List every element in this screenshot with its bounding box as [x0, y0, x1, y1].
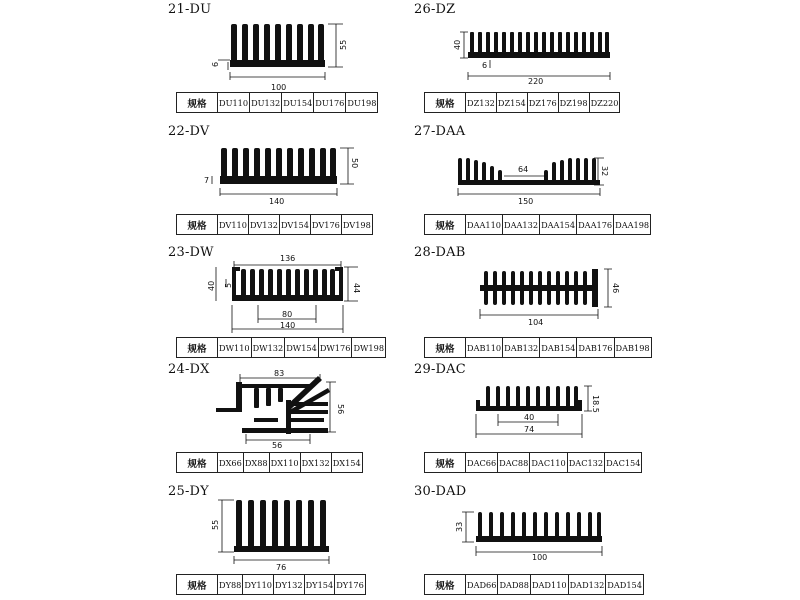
panel-title: 29-DAC	[414, 362, 466, 377]
model-cell: DW176	[318, 338, 352, 358]
model-cell: DZ154	[496, 93, 527, 113]
model-cell: DU198	[346, 93, 378, 113]
panel-25-dy	[168, 484, 428, 596]
spec-label: 规格	[177, 215, 218, 235]
heatsink-profile	[232, 267, 343, 301]
dim-bottom: 56	[272, 441, 283, 450]
spec-table	[176, 92, 378, 113]
panel-title: 23-DW	[168, 245, 214, 260]
model-cell: DV154	[279, 215, 310, 235]
profile-drawing-dac	[414, 362, 674, 454]
spec-label: 规格	[425, 215, 466, 235]
heatsink-profile	[476, 512, 602, 542]
profile-drawing-dx	[168, 362, 428, 454]
panel-28-dab	[414, 245, 674, 357]
heatsink-profile	[480, 269, 598, 307]
model-cell: DW110	[218, 338, 252, 358]
dim-height: 40	[453, 39, 462, 50]
profile-drawing-dad	[414, 484, 674, 576]
heatsink-profile	[468, 32, 610, 58]
model-cell: DAD66	[466, 575, 498, 595]
dim-left-inner: 5	[224, 282, 233, 288]
dim-gap: 64	[518, 165, 529, 174]
model-cell: DX154	[331, 453, 362, 473]
panel-title: 27-DAA	[414, 124, 466, 139]
model-cell: DW198	[352, 338, 386, 358]
spec-label: 规格	[425, 453, 466, 473]
model-cell: DAA110	[466, 215, 503, 235]
dim-width: 100	[271, 83, 287, 92]
panel-22-dv	[168, 124, 428, 236]
model-cell: DZ176	[527, 93, 558, 113]
profile-drawing-dy	[168, 484, 428, 576]
spec-table	[424, 574, 644, 595]
panel-title: 25-DY	[168, 484, 209, 499]
model-cell: DW154	[285, 338, 319, 358]
panel-title: 26-DZ	[414, 2, 456, 17]
panel-21-du	[168, 2, 428, 114]
dim-base: 7	[204, 176, 210, 185]
panel-24-dx	[168, 362, 428, 474]
dim-width: 76	[276, 563, 287, 572]
profile-drawing-dz	[414, 2, 674, 94]
model-cell: DV198	[341, 215, 372, 235]
model-cell: DAA132	[503, 215, 540, 235]
panel-23-dw	[168, 245, 428, 357]
spec-label: 规格	[425, 93, 466, 113]
model-cell: DU110	[218, 93, 250, 113]
model-cell: DAA198	[614, 215, 651, 235]
profile-drawing-daa	[414, 124, 674, 216]
spec-label: 规格	[177, 93, 218, 113]
model-cell: DAD154	[606, 575, 644, 595]
model-cell: DX132	[300, 453, 331, 473]
panel-30-dad	[414, 484, 674, 596]
model-cell: DAC66	[466, 453, 498, 473]
spec-table	[424, 214, 651, 235]
spec-table	[176, 337, 386, 358]
model-cell: DAC110	[530, 453, 567, 473]
heatsink-profile	[458, 158, 600, 185]
spec-table	[176, 214, 373, 235]
dim-width: 140	[280, 321, 296, 330]
profile-drawing-du	[168, 2, 428, 94]
panel-29-dac	[414, 362, 674, 474]
heatsink-profile	[216, 376, 330, 434]
dim-base: 6	[482, 61, 488, 70]
heatsink-profile	[476, 386, 582, 411]
panel-27-daa	[414, 124, 674, 236]
dim-height: 46	[611, 283, 620, 294]
model-cell: DY176	[335, 575, 366, 595]
dim-height: 56	[336, 404, 345, 415]
model-cell: DX88	[243, 453, 269, 473]
profile-drawing-dv	[168, 124, 428, 216]
dim-height: 55	[339, 39, 348, 50]
spec-table	[176, 574, 366, 595]
dim-top: 136	[280, 254, 296, 263]
spec-label: 规格	[177, 575, 218, 595]
model-cell: DY88	[218, 575, 243, 595]
model-cell: DAC88	[498, 453, 530, 473]
panel-title: 22-DV	[168, 124, 210, 139]
panel-title: 24-DX	[168, 362, 210, 377]
model-cell: DX110	[269, 453, 300, 473]
heatsink-profile	[234, 500, 329, 552]
model-cell: DAB132	[503, 338, 540, 358]
model-cell: DZ220	[589, 93, 620, 113]
model-cell: DY110	[243, 575, 274, 595]
model-cell: DAB110	[466, 338, 503, 358]
panel-title: 30-DAD	[414, 484, 467, 499]
model-cell: DAA154	[540, 215, 577, 235]
model-cell: DU154	[282, 93, 314, 113]
model-cell: DAD132	[568, 575, 606, 595]
spec-table	[176, 452, 363, 473]
spec-table	[424, 452, 642, 473]
spec-label: 规格	[425, 575, 466, 595]
spec-table	[424, 92, 620, 113]
model-cell: DX66	[218, 453, 244, 473]
dim-top: 83	[274, 369, 285, 378]
model-cell: DAC132	[567, 453, 604, 473]
profile-drawing-dw	[168, 245, 428, 337]
dim-base: 6	[211, 61, 220, 67]
model-cell: DAB176	[577, 338, 614, 358]
model-cell: DV176	[310, 215, 341, 235]
model-cell: DAD110	[530, 575, 568, 595]
spec-label: 规格	[177, 338, 218, 358]
dim-width: 140	[269, 197, 285, 206]
model-cell: DY154	[304, 575, 335, 595]
dim-width: 100	[532, 553, 548, 562]
model-cell: DAC154	[605, 453, 642, 473]
dim-inner: 40	[524, 413, 535, 422]
model-cell: DZ198	[558, 93, 589, 113]
model-cell: DV132	[248, 215, 279, 235]
profile-drawing-dab	[414, 245, 674, 337]
spec-table	[424, 337, 652, 358]
model-cell: DAB154	[540, 338, 577, 358]
dim-width: 220	[528, 77, 544, 86]
dim-right: 44	[352, 283, 361, 294]
model-cell: DAB198	[614, 338, 651, 358]
dim-width: 104	[528, 318, 544, 327]
dim-height: 55	[211, 519, 220, 530]
model-cell: DU176	[314, 93, 346, 113]
heatsink-profile	[220, 148, 337, 184]
model-cell: DZ132	[466, 93, 497, 113]
model-cell: DU132	[250, 93, 282, 113]
dim-height: 33	[455, 521, 464, 532]
model-cell: DW132	[251, 338, 285, 358]
model-cell: DY132	[274, 575, 305, 595]
model-cell: DAA176	[577, 215, 614, 235]
dim-height: 18.5	[591, 395, 600, 413]
spec-label: 规格	[177, 453, 218, 473]
spec-label: 规格	[425, 338, 466, 358]
dim-left-outer: 40	[207, 280, 216, 291]
dim-width: 150	[518, 197, 534, 206]
panel-title: 28-DAB	[414, 245, 466, 260]
dim-height: 32	[600, 166, 609, 177]
heatsink-profile	[230, 24, 325, 67]
dim-inner: 80	[282, 310, 293, 319]
dim-height: 50	[350, 158, 359, 169]
model-cell: DV110	[218, 215, 249, 235]
model-cell: DAD88	[498, 575, 530, 595]
dim-width: 74	[524, 425, 535, 434]
panel-26-dz	[414, 2, 674, 114]
panel-title: 21-DU	[168, 2, 212, 17]
